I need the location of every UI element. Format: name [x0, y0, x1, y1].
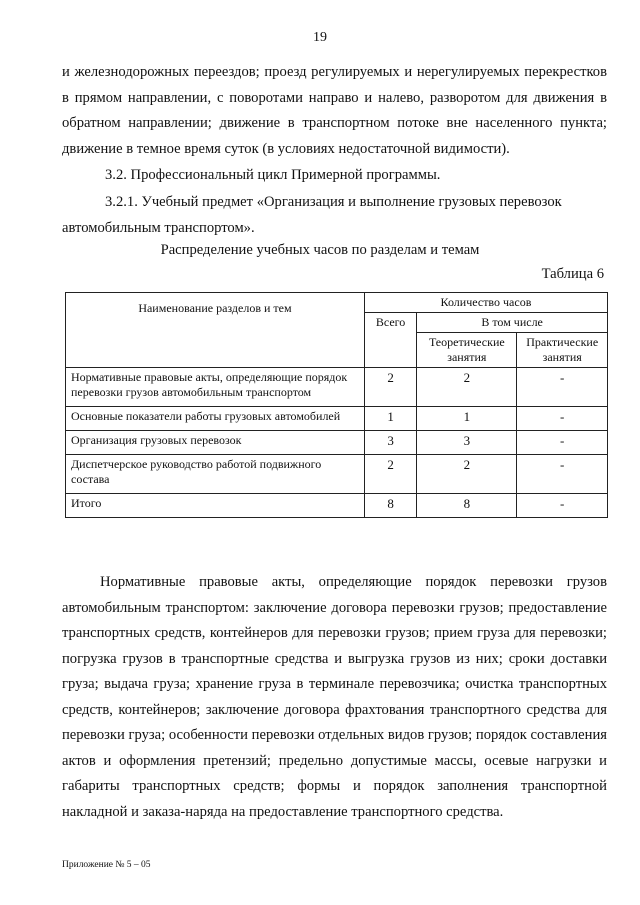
row-total: 8 [364, 494, 416, 518]
header-name: Наименование разделов и тем [66, 293, 365, 368]
table-label: Таблица 6 [541, 266, 604, 282]
row-practice: - [517, 431, 608, 455]
footer-note: Приложение № 5 – 05 [62, 860, 151, 870]
row-name: Диспетчерское руководство работой подвижного состава [66, 455, 365, 494]
header-practice: Практические занятия [517, 333, 608, 368]
row-total: 3 [364, 431, 416, 455]
row-practice: - [517, 407, 608, 431]
table-row [66, 368, 608, 407]
row-name: Нормативные правовые акты, определяющие порядок перевозки грузов автомобильным транспортом [66, 368, 365, 407]
table-row [66, 431, 608, 455]
hours-table [65, 292, 608, 518]
body-paragraph [62, 570, 607, 825]
paragraph-section-heading: 3.2. Профессиональный цикл Примерной программы. [105, 167, 441, 183]
row-name: Итого [66, 494, 365, 518]
table-row [66, 455, 608, 494]
row-total: 2 [364, 368, 416, 407]
table-row [66, 407, 608, 431]
header-total: Всего [364, 313, 416, 368]
header-including: В том числе [417, 313, 608, 333]
paragraph-intro: и железнодорожных переездов; проезд регулируемых и нерегулируемых перекрестков в прямом направлении, с поворотами направо и налево, разворотом для движения в обратном направлении; движение в транспортном потоке вне населенного пункта; движение в темное время суток (в условиях недостаточной видимости). [62, 64, 607, 157]
subject-line-first: 3.2.1. Учебный предмет «Организация и выполнение грузовых перевозок [105, 194, 562, 210]
body-paragraph-text: Нормативные правовые акты, определяющие порядок перевозки грузов автомобильным транспортом: заключение договора перевозки грузов; предоставление транспортных средств, контейнеров для перевозки грузов; прием груза для перевозки; погрузка грузов в транспортные средства и выгрузка грузов из них; сроки доставки груза; выдача груза; хранение груза в терминале перевозчика; очистка транспортных средств, контейнеров; заключение договора фрахтования транспортного средства для перевозки груза; особенности перевозки отдельных видов грузов; порядок составления актов и оформления претензий; предельно допустимые массы, осевые нагрузки и габариты транспортных средств; формы и порядок заполнения транспортной накладной и заказа-наряда на предоставление транспортного средства. [62, 574, 607, 820]
row-practice: - [517, 455, 608, 494]
row-theory: 3 [417, 431, 517, 455]
page-number: 19 [313, 30, 327, 45]
table-caption: Распределение учебных часов по разделам и темам [160, 242, 480, 258]
row-theory: 8 [417, 494, 517, 518]
row-theory: 2 [417, 455, 517, 494]
row-practice: - [517, 368, 608, 407]
row-theory: 2 [417, 368, 517, 407]
row-name: Основные показатели работы грузовых автомобилей [66, 407, 365, 431]
table-row-total [66, 494, 608, 518]
header-hours: Количество часов [364, 293, 607, 313]
row-practice: - [517, 494, 608, 518]
paragraph-subject [62, 190, 607, 241]
header-theory: Теоретические занятия [417, 333, 517, 368]
row-total: 1 [364, 407, 416, 431]
row-theory: 1 [417, 407, 517, 431]
row-total: 2 [364, 455, 416, 494]
row-name: Организация грузовых перевозок [66, 431, 365, 455]
subject-line-rest: автомобильным транспортом». [62, 219, 255, 236]
